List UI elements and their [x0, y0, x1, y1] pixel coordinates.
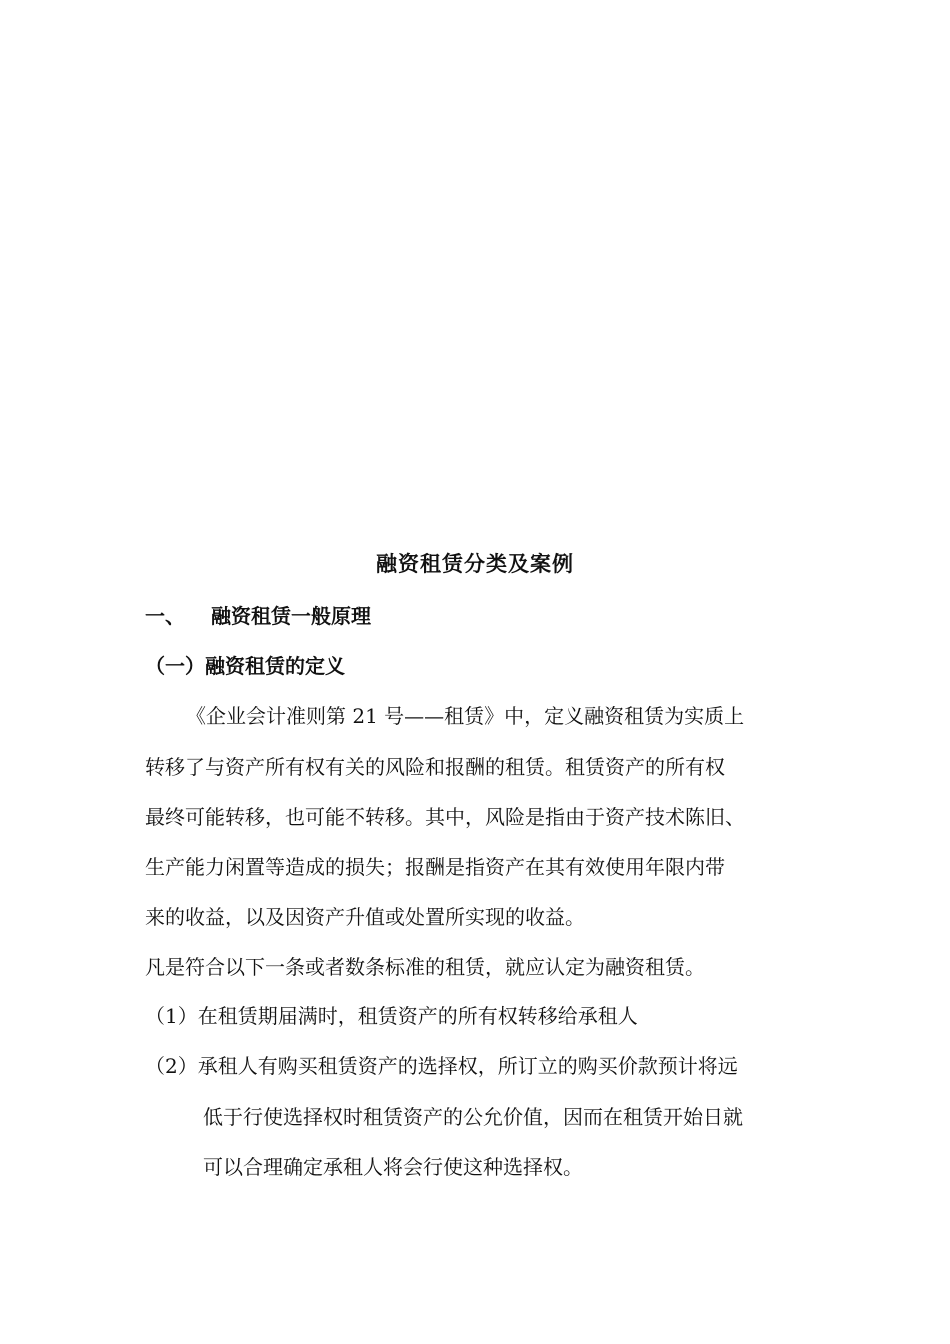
criteria-number: （2）: [145, 1054, 198, 1078]
paragraph-line: 生产能力闲置等造成的损失；报酬是指资产在其有效使用年限内带: [145, 855, 725, 879]
section-number: 一、: [145, 604, 185, 628]
section-heading: [145, 600, 371, 629]
document-title: 融资租赁分类及案例: [376, 551, 574, 576]
subsection-heading: （一）融资租赁的定义: [145, 654, 345, 678]
criteria-continuation-line: 低于行使选择权时租赁资产的公允价值，因而在租赁开始日就: [203, 1105, 743, 1129]
paragraph-line: 来的收益，以及因资产升值或处置所实现的收益。: [145, 905, 585, 929]
criteria-text: 承租人有购买租赁资产的选择权，所订立的购买价款预计将远: [197, 1054, 738, 1078]
criteria-item-1: [145, 1000, 638, 1029]
paragraph-criteria-intro: 凡是符合以下一条或者数条标准的租赁，就应认定为融资租赁。: [145, 955, 705, 979]
criteria-text: 在租赁期届满时，租赁资产的所有权转移给承租人: [197, 1004, 638, 1028]
criteria-continuation-line: 可以合理确定承租人将会行使这种选择权。: [203, 1155, 583, 1179]
section-title: 融资租赁一般原理: [211, 604, 371, 628]
paragraph-line: 转移了与资产所有权有关的风险和报酬的租赁。租赁资产的所有权: [145, 755, 725, 779]
criteria-item-2: [145, 1050, 738, 1079]
paragraph-line: 最终可能转移，也可能不转移。其中，风险是指由于资产技术陈旧、: [145, 805, 745, 829]
criteria-number: （1）: [145, 1004, 198, 1028]
paragraph-line: 《企业会计准则第 21 号——租赁》中，定义融资租赁为实质上: [186, 704, 745, 728]
